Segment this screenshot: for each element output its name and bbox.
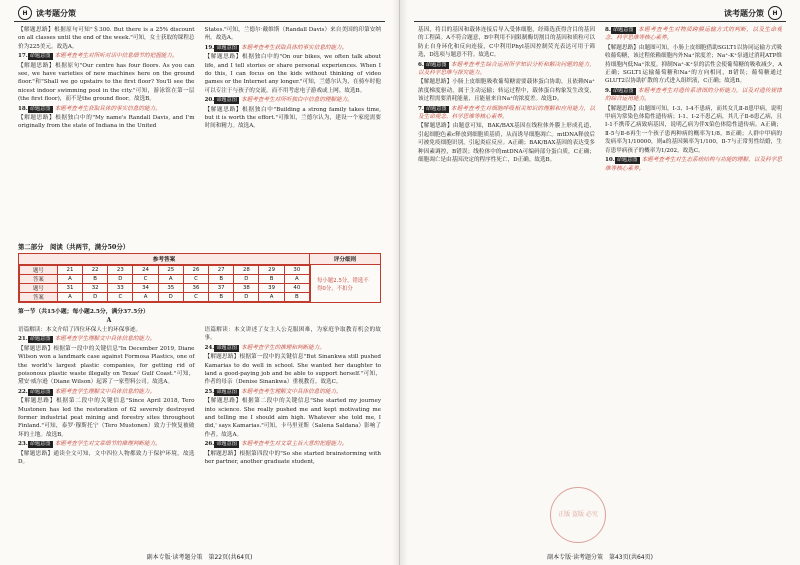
right-header <box>724 6 782 20</box>
question-intent <box>418 105 595 122</box>
question-number: 18. <box>18 105 28 112</box>
answer-cell: C <box>183 293 208 302</box>
answer-cell: D <box>108 275 133 284</box>
answer-table-header <box>19 254 380 265</box>
answer-cell: A <box>57 275 82 284</box>
intent-tag: 命题意图 <box>425 105 447 112</box>
passage-a-title: A <box>106 317 112 324</box>
answer-cell: B <box>259 275 284 284</box>
explanation-paragraph: 语篇解读：本文介绍了四位环保人士的环保事迹。 <box>18 327 142 333</box>
question-intent <box>18 440 195 448</box>
answer-cell: 38 <box>234 284 259 293</box>
answer-table-head-left: 参考答案 <box>19 254 310 264</box>
explanation-paragraph: 【解题思路】根据第二段中的关键信息"Since April 2018, Tero Mustonen has led the restoration of 62 severely destroyed former industrial peat mining and forestry sites throughout Finland."可知，泰罗·穆斯托宁（Tero Mustonen）致力于恢复被破坏的土地。故选B。 <box>18 398 195 438</box>
answer-cell: 27 <box>209 266 234 275</box>
explanation-paragraph: States."可知，兰德尔·戴维斯（Randall Davis）来自美国的印第安纳州。故选A。 <box>204 27 381 42</box>
answer-cell: C <box>183 275 208 284</box>
question-intent <box>605 26 782 43</box>
answer-cell: 30 <box>284 266 309 275</box>
question-number: 19. <box>204 44 215 51</box>
explanation-paragraph: 【解题思路】由题图可知，小肠上皮细胞借助SGLT1以协同运输方式吸收葡萄糖，该过程依赖细胞内外Na⁺浓度差；Na⁺-K⁺泵通过消耗ATP维持细胞内低Na⁺浓度。抑制Na⁺-K⁺泵的活性会使葡萄糖的吸收减少，A正确；SGLT1运输葡萄糖和Na⁺的方向相同，B错误；葡萄糖通过GLUT2以协助扩散的方式进入组织液，C正确；故选B。 <box>605 44 782 85</box>
answer-cell: D <box>83 293 108 302</box>
answer-row <box>20 275 310 284</box>
question-number: 6. <box>418 61 424 68</box>
question-intent <box>605 156 782 173</box>
question-intent <box>205 96 382 104</box>
answer-cell: 36 <box>183 284 208 293</box>
answer-cell: D <box>234 275 259 284</box>
question-number: 23. <box>18 441 28 448</box>
question-intent <box>205 388 382 396</box>
intent-tag: 命题意图 <box>29 388 51 395</box>
intent-tag: 命题意图 <box>216 388 237 395</box>
answer-cell: B <box>284 293 309 302</box>
question-intent <box>205 344 382 352</box>
intent-tag: 命题意图 <box>616 157 638 164</box>
answer-cell: 37 <box>209 284 234 293</box>
intent-tag: 命题意图 <box>425 61 447 68</box>
answer-grid <box>19 265 310 302</box>
answer-cell: 35 <box>158 284 183 293</box>
intent-text: 本题考查考生对所听对话中信息细节的把握能力。 <box>54 53 178 60</box>
intent-tag: 命题意图 <box>29 336 51 343</box>
answer-row-label: 答案 <box>20 293 58 302</box>
answer-cell: 32 <box>83 284 108 293</box>
question-number: 7. <box>418 105 424 112</box>
explanation-paragraph: 【解题思路】通读全文可知，文中四位人物都致力于保护环境，故选D。 <box>18 450 195 466</box>
intent-text: 本题考查考生对遗传系谱图的分析能力，以及对遗传规律的综合运用能力。 <box>605 87 782 103</box>
question-number: 10. <box>605 157 615 164</box>
intent-text: 本题考查学生理解文中具体信息的能力。 <box>54 336 156 343</box>
answer-row-label: 答案 <box>20 275 58 284</box>
answer-row <box>20 266 310 275</box>
answer-row <box>20 284 310 293</box>
question-intent <box>18 105 195 113</box>
intent-text: 本题考查考生综合运用所学知识分析和解决问题的能力，以及科学思维与探究能力。 <box>418 61 595 77</box>
intent-tag: 命题意图 <box>29 53 51 60</box>
answer-cell: A <box>259 293 284 302</box>
header-rule <box>14 21 385 22</box>
intent-text: 本题考查考生对所听独白中信息的理解能力。 <box>241 97 353 104</box>
explanation-paragraph: 【解题思路】根据原句可知"＄300. But there is a 25% discount on all classes until the end of the week."可知，女士获取的课程总价为225美元。故选A。 <box>18 27 195 50</box>
question-number: 24. <box>204 344 215 351</box>
intent-text: 本题考查考生获取具体的事实信息的能力。 <box>54 105 161 112</box>
question-number: 17. <box>18 53 28 60</box>
answer-cell: 21 <box>57 266 82 275</box>
answer-cell: 31 <box>57 284 82 293</box>
explanation-paragraph: 【解题思路】根据第二段中的关键信息"She started my journey into science. She really pushed me and kept motivating me and telling me I should aim high. Whatever she told me, I did,' says Kamarias."可知，卡马里亚斯（Salena Saldana）影响了作者。故选A。 <box>204 398 381 438</box>
answer-cell: B <box>209 275 234 284</box>
explanation-paragraph: 【解题思路】根据第一段中的关键信息"In December 2019, Diane Wilson won a landmark case against Formosa Plastics, one of the world's largest plastic companies, for getting rid of poisonous plastic waste illegally on Texas' Gulf Coast."可知，黛安·威尔逊（Diane Wilson）起诉了一家塑料公司。故选A。 <box>18 345 195 386</box>
question-intent <box>205 44 382 52</box>
left-header-title: 读考题分策 <box>36 8 76 18</box>
header-rule <box>414 21 786 22</box>
answer-cell: B <box>209 293 234 302</box>
answer-cell: A <box>284 275 309 284</box>
intent-tag: 命题意图 <box>29 441 51 448</box>
question-number: 8. <box>605 27 611 33</box>
part1-title: 第一节（共15小题；每小题2.5分，满分37.5分） <box>18 309 149 315</box>
answer-cell: 40 <box>284 284 309 293</box>
question-number: 20. <box>204 97 215 104</box>
answer-cell: A <box>57 293 82 302</box>
question-intent <box>18 388 195 396</box>
answer-cell: A <box>133 293 158 302</box>
explanation-paragraph: 【解题思路】根据第一段中的关键信息"But Sinankwa still pushed Kamarias to do well in school. She wanted her daughter to land a good-paying job and be able to support herself."可知，作者的母亲（Denise Sinankwa）重视教育。故选C。 <box>204 354 381 386</box>
answer-cell: 23 <box>108 266 133 275</box>
explanation-paragraph: 【解题思路】根据原句"Our centre has four floors. As you can see, we have varieties of new machines here on the ground floor."和"Shall we go upstairs to the first floor? You'll see the nicest indoor swimming pool in the city."可知，游泳馆在第一层 (the first floor)，而不是the ground floor。故选B。 <box>18 62 195 103</box>
left-column-4 <box>205 326 382 496</box>
answer-row-label: 题号 <box>20 266 58 275</box>
left-column-2 <box>205 26 382 240</box>
answer-cell: D <box>234 293 259 302</box>
question-intent <box>205 440 382 448</box>
explanation-paragraph: 【解题思路】小肠上皮细胞吸收葡萄糖需要载体蛋白协助，且依赖Na⁺浓度梯度驱动，属于主动运输；转运过程中，载体蛋白构象发生改变，该过程需要消耗能量，且能量来自Na⁺的浓度差。故选D。 <box>418 79 595 103</box>
answer-cell: 34 <box>133 284 158 293</box>
answer-table-head-right: 评分细则 <box>333 257 357 263</box>
answer-table <box>18 253 381 303</box>
intent-text: 本题考查学生理解文中具体信息的能力。 <box>54 388 156 395</box>
left-column-3 <box>18 326 195 496</box>
right-header-title: 读考题分策 <box>724 8 764 18</box>
question-number: 22. <box>18 388 28 395</box>
scoring-rules: 每小题2.5分，错选不得0分，不扣分 <box>310 265 380 302</box>
intent-text: 本题考查考生对细胞呼吸相关知识的理解和应用能力，以及生命观念、科学思维等核心素养。 <box>418 105 595 121</box>
answer-cell: D <box>158 293 183 302</box>
answer-cell: 29 <box>259 266 284 275</box>
question-number: 21. <box>18 336 28 343</box>
right-footer: 副本专版·读考题分策 第43页(共64页) <box>547 554 653 561</box>
answer-cell: 25 <box>158 266 183 275</box>
answer-cell: C <box>108 293 133 302</box>
explanation-paragraph: 【解题思路】根据独白中的"My name's Randall Davis, and I'm originally from the state of Indiana in the United <box>18 115 195 130</box>
right-page <box>400 0 800 565</box>
intent-text: 本题考查考生获取具体的事实信息的能力。 <box>241 44 348 51</box>
intent-tag: 命题意图 <box>612 27 634 33</box>
left-column-1 <box>18 26 195 240</box>
brand-logo-icon: H <box>768 6 782 20</box>
answer-row <box>20 293 310 302</box>
answer-cell: C <box>133 275 158 284</box>
intent-tag: 命题意图 <box>29 105 51 112</box>
intent-text: 本题考查考生对生态系统结构与功能的理解，以及科学思维等核心素养。 <box>605 157 782 172</box>
intent-text: 本题考查考生理解文中具体信息的能力。 <box>241 388 342 395</box>
intent-text: 本题考查学生对文章细节的推理判断能力。 <box>54 441 161 448</box>
intent-tag: 命题意图 <box>216 97 237 104</box>
answer-row-label: 题号 <box>20 284 58 293</box>
question-intent <box>418 61 595 78</box>
answer-cell: B <box>83 275 108 284</box>
intent-tag: 命题意图 <box>216 344 237 351</box>
answer-cell: 33 <box>108 284 133 293</box>
section2-title: 第二部分 阅读（共两节，满分50分） <box>18 243 130 251</box>
left-header <box>18 6 76 20</box>
explanation-paragraph: 【解题思路】由题图可知，Ⅰ-3、Ⅰ-4不患病，而其女儿Ⅱ-8患甲病，说明甲病为常染色体隐性遗传病；Ⅰ-1、Ⅰ-2不患乙病，其儿子Ⅱ-6患乙病，且Ⅰ-1不携带乙病致病基因，说明乙病为伴X染色体隐性遗传病。A正确；Ⅱ-5与Ⅱ-6再生一个孩子患两种病的概率为1/8，B正确；人群中甲病的发病率为1/10000，则a的基因频率为1/100，Ⅱ-7与正常男性结婚，生育患甲病孩子的概率为1/202。故选C。 <box>605 105 782 154</box>
answer-cell: 28 <box>234 266 259 275</box>
explanation-paragraph: 【解题思路】根据独白中的"On our bikes, we often talk about life, and I tell stories or share personal experiences. When I do this, I can focus on the kids without thinking of video games or the Internet any longer."可知，兰德尔认为，在骑车时他可以专注于与孩子的交流，而不用考虑电子游戏或上网。故选B。 <box>204 54 381 94</box>
intent-text: 本题考查学生的推理和判断能力。 <box>241 344 325 351</box>
explanation-paragraph: 【解题思路】根据独白中"Building a strong family takes time, but it is worth the effort."可推知，兰德尔认为，建设一个家庭需要时间和精力。故选A。 <box>204 106 381 130</box>
explanation-paragraph: 【解题思路】由题意可知，BAK/BAX基因在线粒体外膜上形成孔道，引起细胞色素c释放到细胞质基质，从而诱导细胞凋亡。mtDNA释放后可被免疫细胞识别，引起炎症反应。A正确；BAK/BAX基因的表达受多种因素调控，B错误；线粒体中的mtDNA可编码部分蛋白质，C正确；细胞凋亡是由基因决定的程序性死亡，D正确。故选B。 <box>418 123 595 164</box>
question-number: 25. <box>204 388 215 395</box>
intent-text: 本题考查考生对文章主旨大意的把握能力。 <box>241 441 348 448</box>
answer-cell: A <box>158 275 183 284</box>
brand-logo-icon: H <box>18 6 32 20</box>
answer-cell: 39 <box>259 284 284 293</box>
explanation-paragraph: 【解题思路】根据第四段中的"So she started brainstorming with her partner, another graduate student, <box>204 450 381 466</box>
question-intent <box>18 52 195 60</box>
answer-cell: 24 <box>133 266 158 275</box>
question-intent <box>605 87 782 104</box>
intent-text: 本题考查考生对物质跨膜运输方式的判断，以及生命观念、科学思维等核心素养。 <box>605 27 782 42</box>
intent-tag: 命题意图 <box>612 87 634 94</box>
question-intent <box>18 335 195 343</box>
right-column-2 <box>605 26 782 547</box>
answer-cell: 26 <box>183 266 208 275</box>
question-number: 9. <box>605 87 611 94</box>
answer-cell: 22 <box>83 266 108 275</box>
right-column-1 <box>418 26 595 547</box>
explanation-paragraph: 基因，将目的基因和载体连接后导入受体细胞，经筛选获得含目的基因的工程菌。A不符合题意，B中利用不同限制酶切割目的基因和质粒可以防止自身环化和反向连接，C中利用Phyl基因控制荧光表达可用于筛选，D选项与题意不符。故选C。 <box>418 27 595 59</box>
intent-tag: 命题意图 <box>216 441 237 448</box>
explanation-paragraph: 语篇解读：本文讲述了女主人公克服困难，为家庭争取教育机会的故事。 <box>204 327 381 342</box>
question-number: 26. <box>204 441 215 448</box>
left-footer: 副本专版·读考题分策 第22页(共64页) <box>146 554 253 561</box>
anti-piracy-stamp: 正版 盗版 必究 <box>550 487 606 543</box>
intent-tag: 命题意图 <box>216 44 237 51</box>
